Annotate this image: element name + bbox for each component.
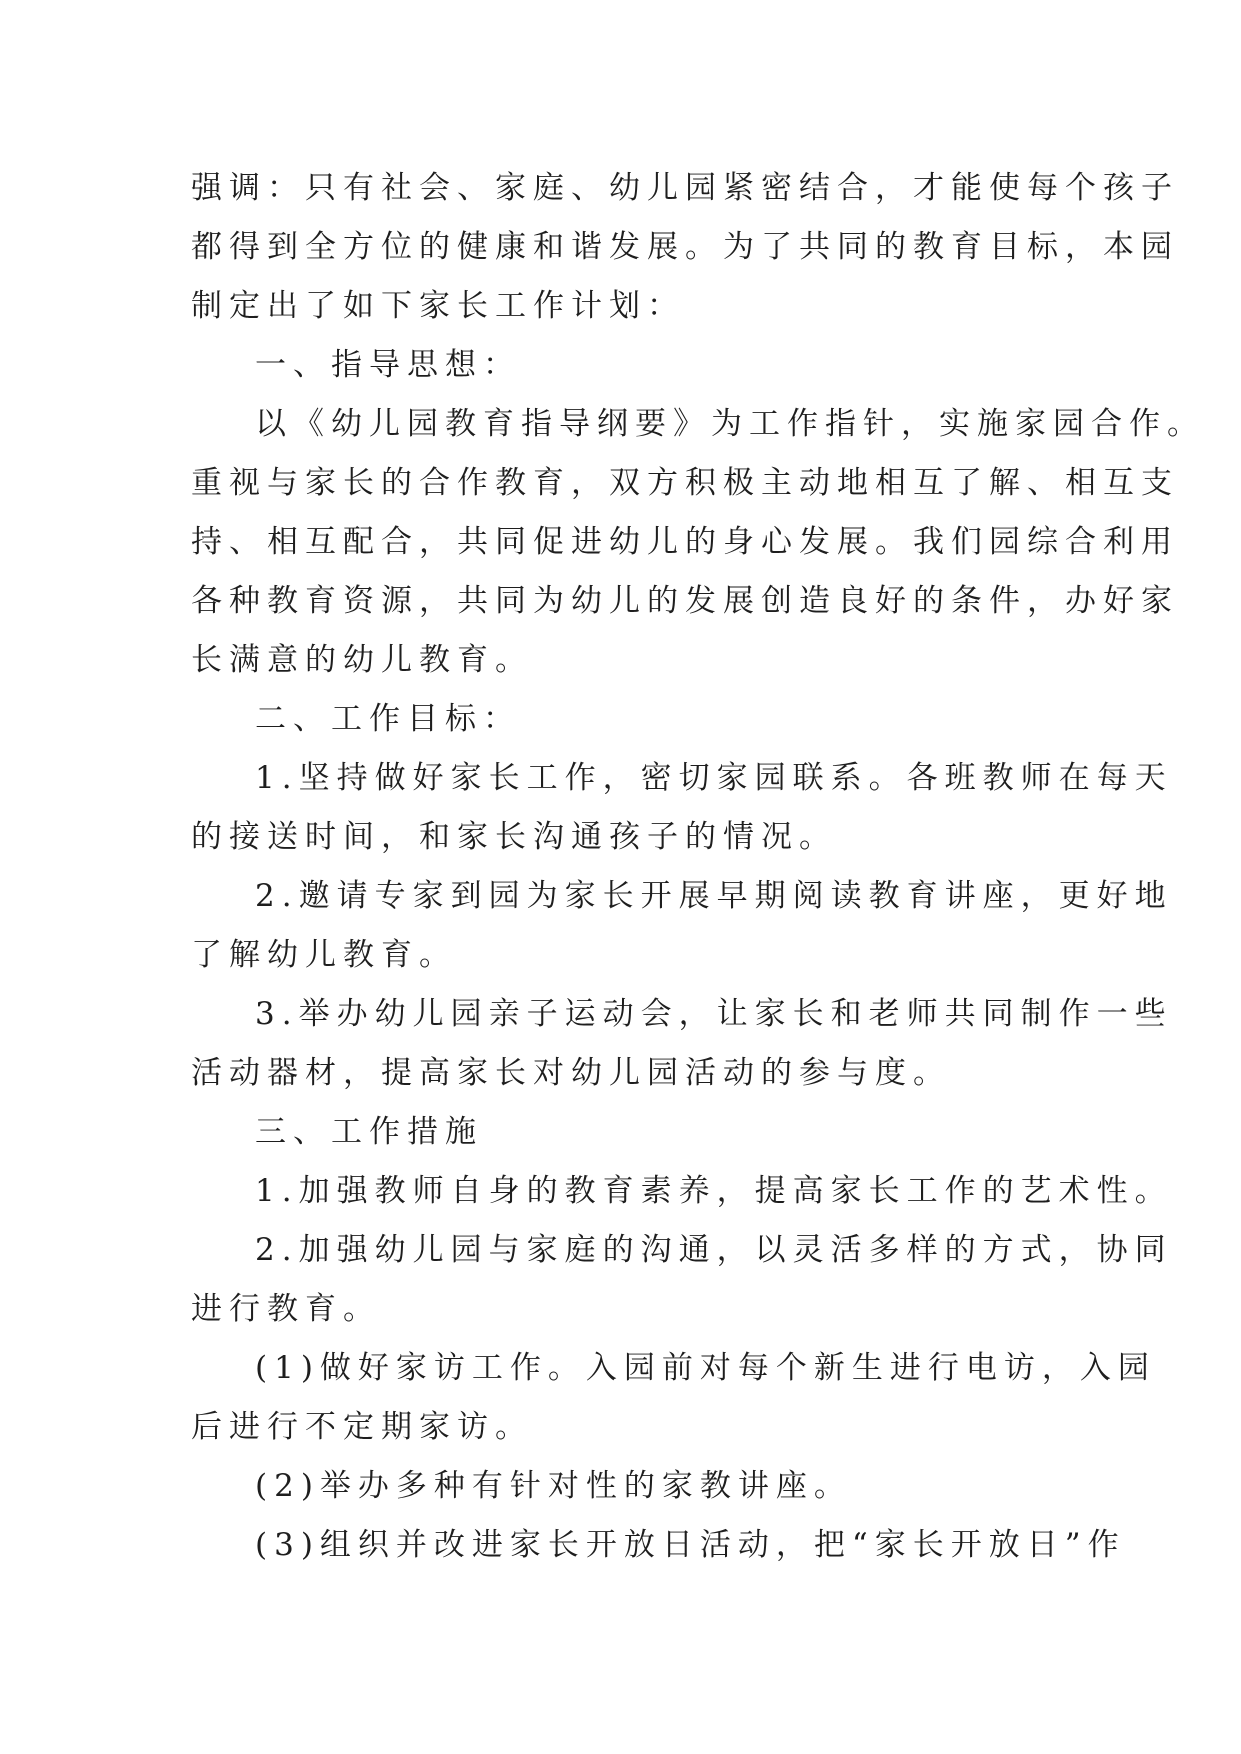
text-line: 三、工作措施 (255, 1114, 483, 1150)
text-line: 制定出了如下家长工作计划： (191, 288, 685, 324)
text-line: 3.举办幼儿园亲子运动会，让家长和老师共同制作一些 (255, 996, 1173, 1032)
text-line: 长满意的幼儿教育。 (191, 642, 533, 678)
text-line: 1.坚持做好家长工作，密切家园联系。各班教师在每天 (255, 760, 1173, 796)
text-line: 2.邀请专家到园为家长开展早期阅读教育讲座，更好地 (255, 878, 1173, 914)
text-line: (2)举办多种有针对性的家教讲座。 (255, 1468, 852, 1504)
text-line: 重视与家长的合作教育，双方积极主动地相互了解、相互支 (191, 465, 1179, 501)
text-line: 一、指导思想： (255, 347, 521, 383)
text-line: 各种教育资源，共同为幼儿的发展创造良好的条件，办好家 (191, 583, 1179, 619)
text-line: 的接送时间，和家长沟通孩子的情况。 (191, 819, 837, 855)
text-line: 强调：只有社会、家庭、幼儿园紧密结合，才能使每个孩子 (191, 170, 1179, 206)
text-line: 1.加强教师自身的教育素养，提高家长工作的艺术性。 (255, 1173, 1173, 1209)
text-line: 进行教育。 (191, 1291, 381, 1327)
text-line: 2.加强幼儿园与家庭的沟通，以灵活多样的方式，协同 (255, 1232, 1173, 1268)
text-line: 都得到全方位的健康和谐发展。为了共同的教育目标，本园 (191, 229, 1179, 265)
text-line: 了解幼儿教育。 (191, 937, 457, 973)
text-line: (1)做好家访工作。入园前对每个新生进行电访，入园 (255, 1350, 1156, 1386)
text-line: 后进行不定期家访。 (191, 1409, 533, 1445)
text-line: 持、相互配合，共同促进幼儿的身心发展。我们园综合利用 (191, 524, 1179, 560)
text-line: (3)组织并改进家长开放日活动，把“家长开放日”作 (255, 1527, 1126, 1563)
document-body (191, 159, 1205, 1575)
text-line: 活动器材，提高家长对幼儿园活动的参与度。 (191, 1055, 951, 1091)
text-line: 以《幼儿园教育指导纲要》为工作指针，实施家园合作。 (255, 406, 1205, 442)
text-line: 二、工作目标： (255, 701, 521, 737)
